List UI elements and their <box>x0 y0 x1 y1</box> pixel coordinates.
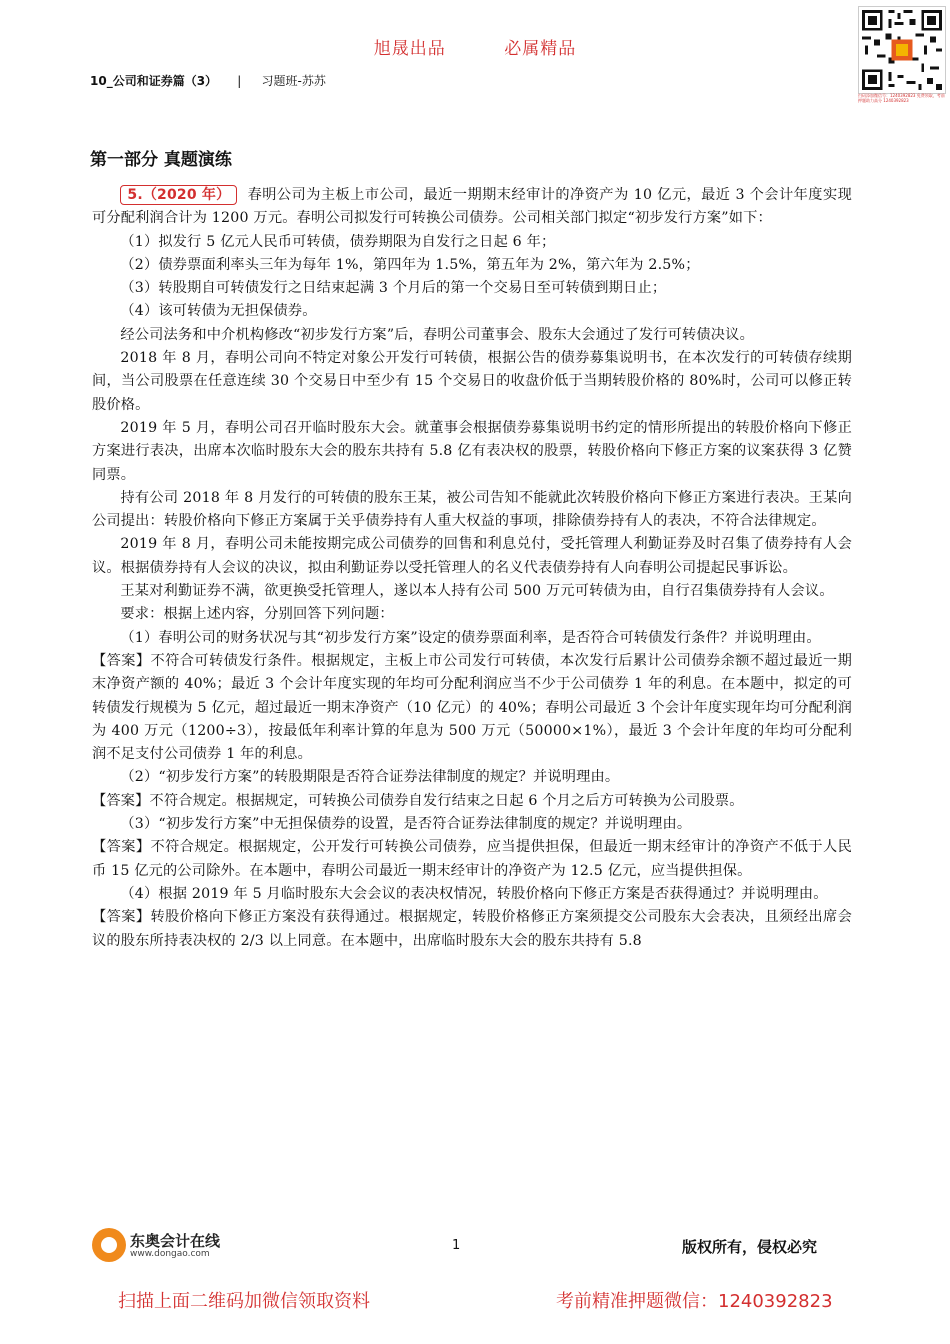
paragraph: 5.（2020 年） 春明公司为主板上市公司，最近一期期末经审计的净资产为 10 亿元，最近 3 个会计年度实现可分配利润合计为 1200 万元。春明公司拟发行可转换公司债券。公司相关部门拟定“初步发行方案”如下： <box>92 187 852 227</box>
paragraph: 要求：根据上述内容，分别回答下列问题： <box>120 606 394 623</box>
bottom-banner-right: 考前精准押题微信：1240392823 <box>556 1291 833 1312</box>
brand-banner <box>0 34 950 59</box>
document-header <box>90 72 326 89</box>
header-separator: | <box>237 74 242 88</box>
paragraph: （3）转股期自可转债发行之日结束起满 3 个月后的第一个交易日至可转债到期日止； <box>120 280 667 297</box>
paragraph: 经公司法务和中介机构修改“初步发行方案”后，春明公司董事会、股东大会通过了发行可转债决议。 <box>120 326 754 343</box>
paragraph: （3）“初步发行方案”中无担保债券的设置，是否符合证券法律制度的规定？并说明理由。 <box>120 816 692 833</box>
brand-right: 必属精品 <box>504 39 577 59</box>
paragraph: 2018 年 8 月，春明公司向不特定对象公开发行可转债，根据公告的债券募集说明书，在本次发行的可转债存续期间，当公司股票在任意连续 30 个交易日中至少有 15 个交易日的收盘价低于当期转股价格的 80%时，公司可以修正转股价格。 <box>92 350 852 413</box>
qr-caption: 扫码添加微信号：1240392823 免费领取，考前押题助力高分 1240392823 <box>858 93 945 103</box>
paragraph: （2）债券票面利率头三年为每年 1%，第四年为 1.5%，第五年为 2%，第六年为 2.5%； <box>120 256 700 273</box>
answer-paragraph: 【答案】不符合规定。根据规定，可转换公司债券自发行结束之日起 6 个月之后方可转换为公司股票。 <box>92 792 744 809</box>
course-title: 10_公司和证券篇（3） <box>90 74 218 88</box>
qr-code-icon <box>858 6 946 94</box>
answer-paragraph: 【答案】转股价格向下修正方案没有获得通过。根据规定，转股价格修正方案须提交公司股东大会表决，且须经出席会议的股东所持表决权的 2/3 以上同意。在本题中，出席临时股东大会的股东共持有 5.8 <box>92 909 852 949</box>
brand-left: 旭晟出品 <box>373 39 446 59</box>
paragraph: 王某对利勤证券不满，欲更换受托管理人，遂以本人持有公司 500 万元可转债为由，自行召集债券持有人会议。 <box>120 583 834 600</box>
paragraph: （4）该可转债为无担保债券。 <box>120 303 317 320</box>
paragraph: 2019 年 8 月，春明公司未能按期完成公司债券的回售和利息兑付，受托管理人利勤证券及时召集了债券持有人会议。根据债券持有人会议的决议，拟由利勤证券以受托管理人的名义代表债券持有人向春明公司提起民事诉讼。 <box>92 536 852 576</box>
answer-paragraph: 【答案】不符合规定。根据规定，公开发行可转换公司债券，应当提供担保，但最近一期末经审计的净资产不低于人民币 15 亿元的公司除外。在本题中，春明公司最近一期末经审计的净资产为 12.5 亿元，应当提供担保。 <box>92 839 852 879</box>
page-number: 1 <box>452 1238 461 1253</box>
paragraph: （2）“初步发行方案”的转股期限是否符合证券法律制度的规定？并说明理由。 <box>120 769 620 786</box>
logo-url: www.dongao.com <box>130 1249 210 1259</box>
bottom-banner-left: 扫描上面二维码加微信领取资料 <box>118 1291 370 1312</box>
dongao-logo <box>92 1228 232 1264</box>
answer-paragraph: 【答案】不符合可转债发行条件。根据规定，主板上市公司发行可转债，本次发行后累计公司债券余额不超过最近一期末净资产额的 40%；最近 3 个会计年度实现的年均可分配利润应当不少于公司债券 1 年的利息。在本题中，拟定的可转债发行规模为 5 亿元，超过最近一期末净资产（10 亿元）的 40%；春明公司最近 3 个会计年度实现年均可分配利润为 400 万元（1200÷3），按最低年利率计算的年息为 500 万元（50000×1%），最近 3 个会计年度的年均可分配利润不足支付公司债券 1 年的利息。 <box>92 652 852 763</box>
class-name: 习题班-苏苏 <box>261 74 326 88</box>
copyright-notice: 版权所有，侵权必究 <box>682 1238 818 1256</box>
section-title: 第一部分 真题演练 <box>90 150 232 170</box>
question-tag: 5.（2020 年） <box>120 185 237 205</box>
paragraph: （4）根据 2019 年 5 月临时股东大会会议的表决权情况，转股价格向下修正方案是否获得通过？并说明理由。 <box>120 885 828 902</box>
logo-name: 东奥会计在线 <box>130 1232 221 1250</box>
paragraph: 2019 年 5 月，春明公司召开临时股东大会。就董事会根据债券募集说明书约定的情形所提出的转股价格向下修正方案进行表决，出席本次临时股东大会的股东共持有 5.8 亿有表决权的股票，转股价格向下修正方案的议案获得 3 亿赞同票。 <box>92 419 852 483</box>
paragraph: （1）春明公司的财务状况与其“初步发行方案”设定的债券票面利率，是否符合可转债发行条件？并说明理由。 <box>120 629 821 646</box>
question-body <box>92 184 852 953</box>
logo-mark-icon <box>92 1228 126 1262</box>
paragraph: （1）拟发行 5 亿元人民币可转债，债券期限为自发行之日起 6 年； <box>120 233 556 250</box>
paragraph: 持有公司 2018 年 8 月发行的可转债的股东王某，被公司告知不能就此次转股价格向下修正方案进行表决。王某向公司提出：转股价格向下修正方案属于关乎债券持有人重大权益的事项，排除债券持有人的表决，不符合法律规定。 <box>92 489 852 530</box>
